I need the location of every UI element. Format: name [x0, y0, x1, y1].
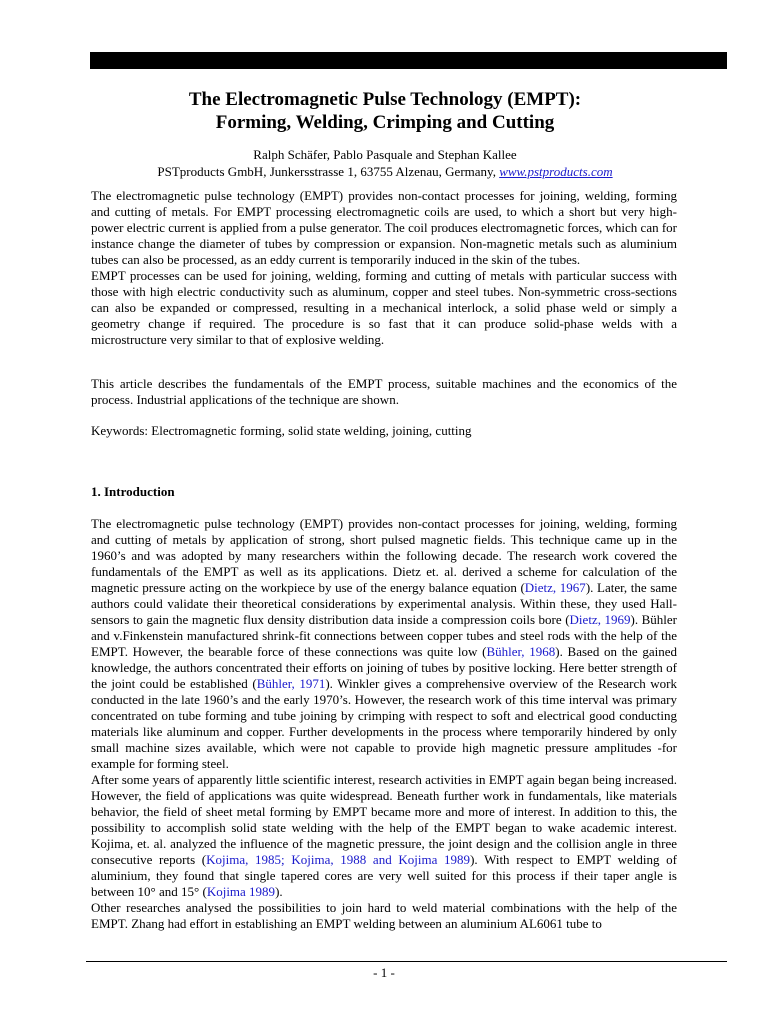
introduction-body — [91, 516, 677, 932]
intro-text: After some years of apparently little scientific interest, research activities in EMPT again began being increased. However, the field of applications was quite widespread. Beneath further work in fundamentals, like materials behavior, the field of sheet metal forming by EMPT became more and more of interest. In addition to this, the possibility to accomplish solid state welding with the help of the EMPT began to wake academic interest. Kojima, et. al. analyzed the influence of the magnetic pressure, the joint design and the collision angle in three consecutive reports ( — [91, 772, 677, 867]
website-link[interactable]: www.pstproducts.com — [499, 164, 613, 179]
intro-text: ). — [275, 884, 283, 899]
abstract-paragraph-2: EMPT processes can be used for joining, welding, forming and cutting of metals with particular success with those with high electric conductivity such as aluminum, copper and steel tubes. Non-symmetric cross-sections can also be expanded or compressed, resulting in a mechanical interlock, a solid phase weld or simply a geometry change if required. The procedure is so fast that it can produce solid-phase welds with a microstructure very similar to that of explosive welding. — [91, 268, 677, 347]
citation-link[interactable]: Bühler, 1971 — [256, 676, 326, 691]
intro-text: The electromagnetic pulse technology (EMPT) provides non-contact processes for joining, welding, forming and cutting of metals by application of strong, short pulsed magnetic fields. This technique came up in the 1960’s and was adopted by many researchers within the following decade. The research work covered the fundamentals of the EMPT as well as its applications. Dietz et. al. derived a scheme for calculation of the magnetic pressure acting on the workpiece by use of the energy balance equation ( — [91, 516, 677, 595]
section-heading-introduction: 1. Introduction — [91, 484, 175, 499]
abstract-paragraph-3: This article describes the fundamentals of the EMPT process, suitable machines and the economics of the process. Industrial applications of the technique are shown. — [91, 376, 677, 407]
abstract-summary — [91, 376, 677, 408]
intro-text: ). Bühler and v.Finkenstein manufactured shrink-fit connections between copper tubes and steel rods with the help of the EMPT. However, the bearable force of these connections was quite low ( — [91, 612, 678, 659]
page-number: - 1 - — [373, 965, 395, 980]
intro-text: ). Later, the same authors could validate their theoretical considerations by experimental analysis. Within these, they used Hall-sensors to gain the magnetic flux density distribution data inside a compression coils bore ( — [91, 580, 677, 627]
keywords-line: Keywords: Electromagnetic forming, solid state welding, joining, cutting — [91, 423, 472, 438]
abstract-paragraph-1: The electromagnetic pulse technology (EMPT) provides non-contact processes for joining, welding, forming and cutting of metals. For EMPT processing electromagnetic coils are used, to which a short but very high-power electric current is applied from a pulse generator. The coil produces electromagnetic forces, which can for instance change the diameter of tubes by compression or expansion. Non-magnetic metals such as aluminium tubes can also be processed, as an eddy current is temporarily induced in the skin of the tubes. — [91, 188, 677, 267]
citation-link[interactable]: Kojima, 1985; Kojima, 1988 and Kojima 1989 — [206, 852, 471, 867]
citation-link[interactable]: Kojima 1989 — [206, 884, 276, 899]
citation-link[interactable]: Dietz, 1969 — [569, 612, 631, 627]
citation-link[interactable]: Bühler, 1968 — [486, 644, 556, 659]
citation-link[interactable]: Dietz, 1967 — [524, 580, 586, 595]
intro-text: ). With respect to EMPT welding of aluminium, they found that single tapered cores are very well suited for this process if their taper angle is between 10° and 15° ( — [91, 852, 677, 899]
author-block — [90, 146, 680, 180]
intro-text: ). Winkler gives a comprehensive overview of the Research work conducted in the late 1960’s and the early 1970’s. However, the research work of this time interval was primary concentrated on tube forming and tube joining by crimping with respect to soft and electrical good conducting materials like aluminum and copper. Further developments in the process where temporarily hindered by only small machine sizes available, which were not capable to provide high magnetic pressure amplitudes -for example for forming steel. — [91, 676, 677, 771]
header-bar — [90, 52, 727, 69]
abstract — [91, 188, 677, 348]
title-line-2: Forming, Welding, Crimping and Cutting — [215, 112, 555, 133]
title-line-1: The Electromagnetic Pulse Technology (EMPT): — [188, 89, 582, 110]
intro-paragraph-3: Other researches analysed the possibilities to join hard to weld material combinations with the help of the EMPT. Zhang had effort in establishing an EMPT welding between an aluminium AL6061 tube to — [91, 900, 677, 931]
intro-paragraph-2 — [91, 772, 677, 900]
keywords — [91, 423, 677, 439]
footer-rule — [86, 961, 727, 962]
intro-paragraph-1 — [91, 516, 677, 772]
affiliation-address: PSTproducts GmbH, Junkersstrasse 1, 63755 Alzenau, Germany, — [157, 164, 500, 179]
author-names: Ralph Schäfer, Pablo Pasquale and Stephan Kallee — [253, 147, 517, 162]
paper-title — [90, 88, 680, 134]
intro-text: ). Based on the gained knowledge, the authors concentrated their efforts on joining of tubes by positive locking. Here better strength of the joint could be established ( — [91, 644, 677, 691]
affiliation — [90, 163, 680, 180]
